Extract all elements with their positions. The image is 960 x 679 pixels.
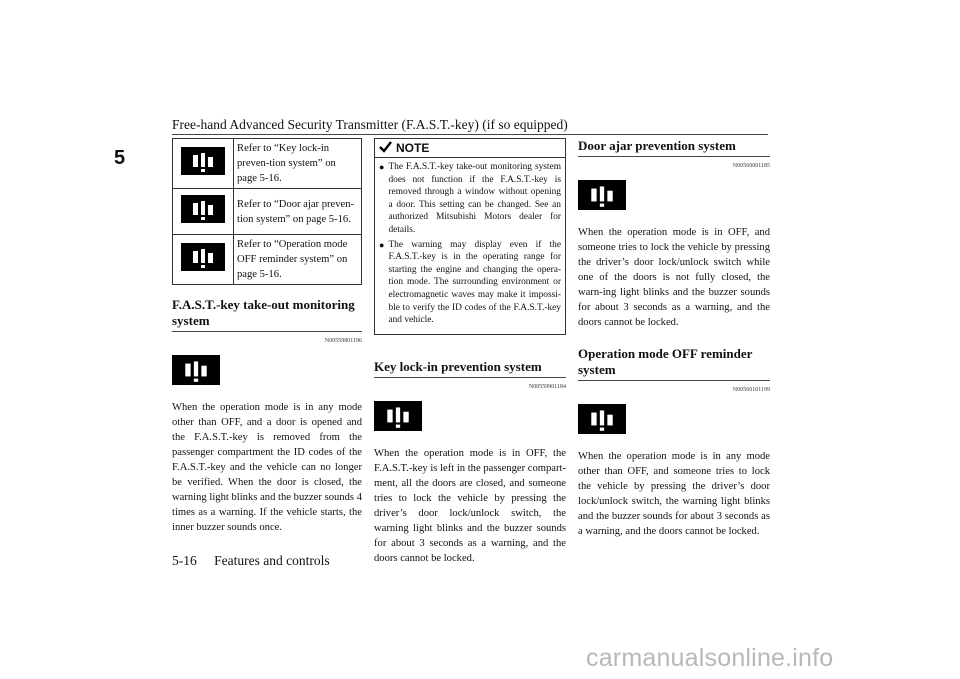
column-right: [578, 138, 770, 539]
column-middle: [374, 138, 566, 566]
section-heading-doorajar: Door ajar prevention system: [578, 138, 736, 153]
checkmark-icon: [379, 141, 392, 156]
section-body-doorajar: When the operation mode is in OFF, and someone tries to lock the vehicle by pressing the driver’s door lock/unlock switch while one of the doors is not fully closed, the warn-ing light blinks and the buzzer sounds for about 3 seconds as a warning, and the doors cannot be locked.: [578, 227, 770, 328]
bullet-icon: ●: [379, 162, 385, 172]
section-rule: [172, 331, 362, 332]
key-warning-icon: [181, 147, 225, 175]
reference-text: Refer to “Door ajar preven-tion system” on page 5-16.: [234, 189, 362, 235]
key-warning-icon: [181, 243, 225, 271]
header-rule: [172, 134, 768, 135]
note-item: ● The warning may display even if the F.A.S.T.-key is in the operating range for starting the engine and changing the opera-tion mode. The surrounding environment or electromagnetic waves may make it impossi-ble to verify the ID codes of the F.A.S.T.-key and vehicle.: [379, 239, 561, 326]
key-warning-icon: [578, 180, 626, 210]
column-left: [172, 138, 362, 535]
key-warning-icon: [578, 404, 626, 434]
note-title: NOTE: [375, 139, 565, 158]
section-rule: [374, 377, 566, 378]
key-warning-icon: [374, 401, 422, 431]
chapter-number: 5: [114, 147, 126, 169]
section-body-offreminder: When the operation mode is in any mode other than OFF, and someone tries to lock the vehicle by pressing the driver’s door lock/unlock switch, the warning light blinks and the buzzer sounds for about 3 seconds as a warning, and the doors cannot be locked.: [578, 451, 770, 537]
section-rule: [578, 156, 770, 157]
footer-section: Features and controls: [214, 553, 330, 568]
table-row: [173, 235, 362, 285]
section-body-takeout: When the operation mode is in any mode other than OFF, and a door is opened and the F.A.S.T.-key is removed from the passenger compartment the ID codes of the F.A.S.T.-key and the vehicle can no longer be verified. When the door is closed, the warning light blinks and the buzzer sounds 4 times as a warning. If the vehicle starts, the inner buzzer sounds once.: [172, 402, 362, 533]
reference-code: N00559901184: [528, 383, 566, 390]
reference-text: Refer to “Key lock-in preven-tion system” on page 5-16.: [234, 139, 362, 189]
key-warning-icon: [181, 195, 225, 223]
page-footer: [172, 553, 344, 569]
note-item: ● The F.A.S.T.-key take-out monitoring system does not function if the F.A.S.T.-key is removed through a window without opening a door. This setting can be changed. See an authorized Mitsubishi Motors dealer for details.: [379, 162, 561, 235]
bullet-icon: ●: [379, 239, 385, 250]
section-heading-lockin: Key lock-in prevention system: [374, 358, 542, 374]
page-header-title: Free-hand Advanced Security Transmitter (F.A.S.T.-key) (if so equipped): [172, 117, 568, 132]
reference-code: N00560101199: [732, 387, 770, 393]
reference-code: N00559801196: [324, 338, 362, 344]
watermark-text: carmanualsonline.info: [586, 644, 834, 672]
table-row: [173, 139, 362, 189]
reference-code: N00560001185: [732, 163, 770, 169]
note-box: [374, 138, 566, 335]
table-row: [173, 189, 362, 235]
key-warning-icon: [172, 355, 220, 385]
page-number: 5-16: [172, 553, 197, 568]
section-heading-offreminder: Operation mode OFF reminder system: [578, 346, 753, 377]
reference-table: [172, 138, 362, 285]
section-heading-takeout: F.A.S.T.-key take-out monitoring system: [172, 297, 355, 328]
section-body-lockin: When the operation mode is in OFF, the F.A.S.T.-key is left in the passenger compart-ment, all the doors are closed, and someone tries to lock the vehicle by pressing the driver’s door lock/unlock switch, the warning light blinks and the buzzer sounds for about 3 seconds as a warning, and the doors cannot be locked.: [374, 447, 566, 564]
section-rule: [578, 380, 770, 381]
reference-text: Refer to “Operation mode OFF reminder system” on page 5-16.: [234, 235, 362, 285]
